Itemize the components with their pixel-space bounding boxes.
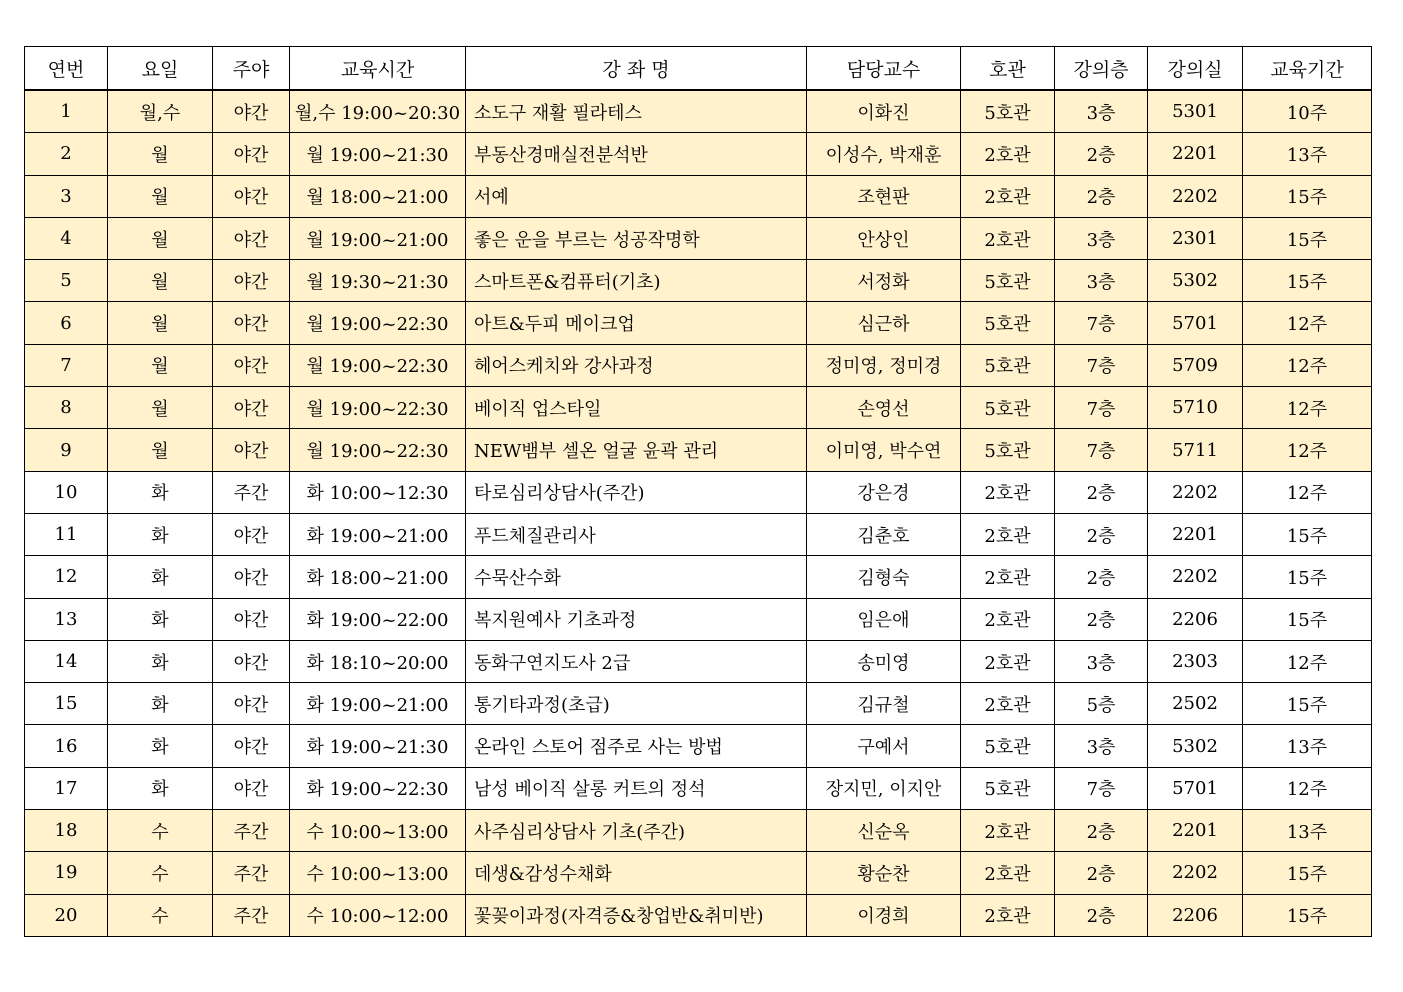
row-room: 5710 <box>1148 387 1243 429</box>
table-row <box>25 90 1372 133</box>
row-course: 통기타과정(초급) <box>466 683 807 725</box>
row-shift: 야간 <box>213 260 290 302</box>
row-day: 월 <box>108 133 213 175</box>
row-day: 화 <box>108 513 213 555</box>
row-floor: 3층 <box>1055 640 1148 682</box>
row-shift: 야간 <box>213 90 290 133</box>
table-header <box>25 47 1372 91</box>
row-instructor: 신순옥 <box>807 810 961 852</box>
row-day: 화 <box>108 683 213 725</box>
row-period: 12주 <box>1243 767 1372 809</box>
row-day: 월 <box>108 217 213 259</box>
row-period: 12주 <box>1243 387 1372 429</box>
table-row <box>25 725 1372 767</box>
row-time: 화 19:00~21:30 <box>290 725 466 767</box>
header-floor: 강의층 <box>1055 47 1148 91</box>
row-day: 화 <box>108 598 213 640</box>
row-no: 11 <box>25 513 108 555</box>
row-shift: 야간 <box>213 302 290 344</box>
row-building: 5호관 <box>961 344 1055 386</box>
row-day: 월 <box>108 175 213 217</box>
row-shift: 주간 <box>213 852 290 894</box>
row-floor: 7층 <box>1055 767 1148 809</box>
table-row <box>25 894 1372 936</box>
row-course: 온라인 스토어 점주로 사는 방법 <box>466 725 807 767</box>
row-period: 15주 <box>1243 260 1372 302</box>
row-instructor: 김춘호 <box>807 513 961 555</box>
row-day: 월 <box>108 302 213 344</box>
row-building: 5호관 <box>961 429 1055 471</box>
row-room: 2201 <box>1148 810 1243 852</box>
row-no: 15 <box>25 683 108 725</box>
row-building: 2호관 <box>961 175 1055 217</box>
row-time: 월 19:00~22:30 <box>290 302 466 344</box>
row-shift: 야간 <box>213 175 290 217</box>
row-time: 화 18:10~20:00 <box>290 640 466 682</box>
row-period: 15주 <box>1243 217 1372 259</box>
table-row <box>25 387 1372 429</box>
row-room: 2303 <box>1148 640 1243 682</box>
row-shift: 야간 <box>213 556 290 598</box>
row-floor: 7층 <box>1055 344 1148 386</box>
row-time: 수 10:00~12:00 <box>290 894 466 936</box>
row-building: 5호관 <box>961 387 1055 429</box>
table-body <box>25 90 1372 936</box>
row-course: 동화구연지도사 2급 <box>466 640 807 682</box>
row-instructor: 안상인 <box>807 217 961 259</box>
row-floor: 2층 <box>1055 852 1148 894</box>
row-building: 5호관 <box>961 725 1055 767</box>
row-floor: 3층 <box>1055 90 1148 133</box>
row-period: 15주 <box>1243 513 1372 555</box>
row-time: 화 19:00~22:00 <box>290 598 466 640</box>
row-course: 부동산경매실전분석반 <box>466 133 807 175</box>
row-time: 화 18:00~21:00 <box>290 556 466 598</box>
row-period: 12주 <box>1243 471 1372 513</box>
row-building: 2호관 <box>961 640 1055 682</box>
row-period: 12주 <box>1243 344 1372 386</box>
row-no: 7 <box>25 344 108 386</box>
row-no: 2 <box>25 133 108 175</box>
row-room: 5701 <box>1148 767 1243 809</box>
row-course: 타로심리상담사(주간) <box>466 471 807 513</box>
row-course: 스마트폰&컴퓨터(기초) <box>466 260 807 302</box>
row-period: 15주 <box>1243 556 1372 598</box>
row-floor: 2층 <box>1055 598 1148 640</box>
row-shift: 야간 <box>213 133 290 175</box>
row-instructor: 이성수, 박재훈 <box>807 133 961 175</box>
row-time: 월 19:00~22:30 <box>290 387 466 429</box>
row-day: 수 <box>108 852 213 894</box>
row-building: 5호관 <box>961 260 1055 302</box>
row-course: NEW뱀부 셀온 얼굴 윤곽 관리 <box>466 429 807 471</box>
row-room: 5701 <box>1148 302 1243 344</box>
row-building: 2호관 <box>961 471 1055 513</box>
row-floor: 3층 <box>1055 260 1148 302</box>
row-building: 2호관 <box>961 513 1055 555</box>
row-room: 2202 <box>1148 471 1243 513</box>
row-period: 15주 <box>1243 894 1372 936</box>
row-period: 15주 <box>1243 683 1372 725</box>
row-shift: 야간 <box>213 387 290 429</box>
table-row <box>25 513 1372 555</box>
row-course: 꽃꽂이과정(자격증&창업반&취미반) <box>466 894 807 936</box>
header-time: 교육시간 <box>290 47 466 91</box>
row-instructor: 이화진 <box>807 90 961 133</box>
row-instructor: 정미영, 정미경 <box>807 344 961 386</box>
row-course: 남성 베이직 살롱 커트의 정석 <box>466 767 807 809</box>
row-instructor: 서정화 <box>807 260 961 302</box>
row-building: 2호관 <box>961 133 1055 175</box>
header-course: 강 좌 명 <box>466 47 807 91</box>
row-no: 16 <box>25 725 108 767</box>
table-row <box>25 302 1372 344</box>
row-period: 13주 <box>1243 810 1372 852</box>
row-room: 2202 <box>1148 852 1243 894</box>
row-shift: 야간 <box>213 767 290 809</box>
row-time: 화 19:00~21:00 <box>290 683 466 725</box>
row-room: 2201 <box>1148 133 1243 175</box>
header-no: 연번 <box>25 47 108 91</box>
row-no: 19 <box>25 852 108 894</box>
table-row <box>25 598 1372 640</box>
header-building: 호관 <box>961 47 1055 91</box>
row-period: 13주 <box>1243 725 1372 767</box>
row-time: 월 19:00~21:00 <box>290 217 466 259</box>
row-instructor: 김규철 <box>807 683 961 725</box>
header-day: 요일 <box>108 47 213 91</box>
table-row <box>25 683 1372 725</box>
row-shift: 주간 <box>213 471 290 513</box>
row-no: 4 <box>25 217 108 259</box>
row-room: 5302 <box>1148 725 1243 767</box>
row-time: 화 19:00~22:30 <box>290 767 466 809</box>
header-room: 강의실 <box>1148 47 1243 91</box>
row-period: 15주 <box>1243 852 1372 894</box>
row-room: 5711 <box>1148 429 1243 471</box>
row-instructor: 구예서 <box>807 725 961 767</box>
row-building: 2호관 <box>961 810 1055 852</box>
row-instructor: 송미영 <box>807 640 961 682</box>
row-time: 월 19:00~22:30 <box>290 344 466 386</box>
table-row <box>25 556 1372 598</box>
row-time: 월 19:00~21:30 <box>290 133 466 175</box>
row-no: 14 <box>25 640 108 682</box>
row-shift: 야간 <box>213 429 290 471</box>
row-time: 수 10:00~13:00 <box>290 852 466 894</box>
row-instructor: 손영선 <box>807 387 961 429</box>
row-period: 15주 <box>1243 598 1372 640</box>
row-time: 월 18:00~21:00 <box>290 175 466 217</box>
row-building: 5호관 <box>961 767 1055 809</box>
row-shift: 야간 <box>213 217 290 259</box>
row-time: 수 10:00~13:00 <box>290 810 466 852</box>
row-day: 월 <box>108 344 213 386</box>
row-room: 2202 <box>1148 556 1243 598</box>
row-course: 푸드체질관리사 <box>466 513 807 555</box>
row-course: 복지원예사 기초과정 <box>466 598 807 640</box>
row-shift: 주간 <box>213 894 290 936</box>
row-day: 월,수 <box>108 90 213 133</box>
row-day: 월 <box>108 429 213 471</box>
row-no: 9 <box>25 429 108 471</box>
row-floor: 2층 <box>1055 133 1148 175</box>
table-row <box>25 429 1372 471</box>
row-no: 12 <box>25 556 108 598</box>
row-time: 화 10:00~12:30 <box>290 471 466 513</box>
row-instructor: 조현판 <box>807 175 961 217</box>
row-building: 2호관 <box>961 598 1055 640</box>
row-room: 2201 <box>1148 513 1243 555</box>
table-row <box>25 471 1372 513</box>
row-floor: 7층 <box>1055 429 1148 471</box>
row-period: 12주 <box>1243 429 1372 471</box>
row-day: 월 <box>108 260 213 302</box>
row-no: 6 <box>25 302 108 344</box>
row-floor: 2층 <box>1055 513 1148 555</box>
row-time: 월 19:00~22:30 <box>290 429 466 471</box>
table-row <box>25 175 1372 217</box>
row-shift: 야간 <box>213 725 290 767</box>
row-room: 5709 <box>1148 344 1243 386</box>
row-period: 10주 <box>1243 90 1372 133</box>
row-time: 월 19:30~21:30 <box>290 260 466 302</box>
table-row <box>25 810 1372 852</box>
row-course: 좋은 운을 부르는 성공작명학 <box>466 217 807 259</box>
header-row <box>25 47 1372 91</box>
row-room: 2206 <box>1148 894 1243 936</box>
table-row <box>25 260 1372 302</box>
row-course: 베이직 업스타일 <box>466 387 807 429</box>
row-building: 2호관 <box>961 683 1055 725</box>
row-period: 12주 <box>1243 302 1372 344</box>
row-floor: 2층 <box>1055 556 1148 598</box>
row-course: 소도구 재활 필라테스 <box>466 90 807 133</box>
row-instructor: 임은애 <box>807 598 961 640</box>
row-floor: 7층 <box>1055 387 1148 429</box>
row-shift: 주간 <box>213 810 290 852</box>
row-room: 5301 <box>1148 90 1243 133</box>
row-building: 5호관 <box>961 90 1055 133</box>
table-row <box>25 640 1372 682</box>
row-shift: 야간 <box>213 344 290 386</box>
row-instructor: 심근하 <box>807 302 961 344</box>
row-period: 15주 <box>1243 175 1372 217</box>
row-shift: 야간 <box>213 598 290 640</box>
row-day: 화 <box>108 767 213 809</box>
row-floor: 7층 <box>1055 302 1148 344</box>
row-course: 사주심리상담사 기초(주간) <box>466 810 807 852</box>
row-day: 화 <box>108 640 213 682</box>
row-instructor: 김형숙 <box>807 556 961 598</box>
row-building: 2호관 <box>961 556 1055 598</box>
row-floor: 2층 <box>1055 175 1148 217</box>
row-room: 2206 <box>1148 598 1243 640</box>
row-shift: 야간 <box>213 683 290 725</box>
row-day: 화 <box>108 471 213 513</box>
header-shift: 주야 <box>213 47 290 91</box>
row-no: 20 <box>25 894 108 936</box>
row-instructor: 이경희 <box>807 894 961 936</box>
table-row <box>25 133 1372 175</box>
table-row <box>25 344 1372 386</box>
table-row <box>25 767 1372 809</box>
course-schedule-table <box>24 46 1372 937</box>
row-course: 데생&감성수채화 <box>466 852 807 894</box>
row-no: 1 <box>25 90 108 133</box>
row-period: 13주 <box>1243 133 1372 175</box>
row-no: 17 <box>25 767 108 809</box>
row-building: 2호관 <box>961 217 1055 259</box>
row-course: 헤어스케치와 강사과정 <box>466 344 807 386</box>
row-no: 3 <box>25 175 108 217</box>
row-no: 5 <box>25 260 108 302</box>
row-floor: 3층 <box>1055 725 1148 767</box>
row-shift: 야간 <box>213 513 290 555</box>
row-course: 서예 <box>466 175 807 217</box>
row-instructor: 장지민, 이지안 <box>807 767 961 809</box>
row-floor: 2층 <box>1055 810 1148 852</box>
row-day: 화 <box>108 725 213 767</box>
row-day: 수 <box>108 810 213 852</box>
table-row <box>25 217 1372 259</box>
row-period: 12주 <box>1243 640 1372 682</box>
row-room: 2202 <box>1148 175 1243 217</box>
row-room: 2301 <box>1148 217 1243 259</box>
row-room: 5302 <box>1148 260 1243 302</box>
header-instructor: 담당교수 <box>807 47 961 91</box>
row-time: 화 19:00~21:00 <box>290 513 466 555</box>
row-day: 월 <box>108 387 213 429</box>
row-course: 아트&두피 메이크업 <box>466 302 807 344</box>
row-instructor: 이미영, 박수연 <box>807 429 961 471</box>
row-day: 화 <box>108 556 213 598</box>
row-building: 5호관 <box>961 302 1055 344</box>
row-floor: 2층 <box>1055 894 1148 936</box>
row-instructor: 황순찬 <box>807 852 961 894</box>
row-no: 8 <box>25 387 108 429</box>
row-floor: 3층 <box>1055 217 1148 259</box>
row-no: 18 <box>25 810 108 852</box>
row-time: 월,수 19:00~20:30 <box>290 90 466 133</box>
row-building: 2호관 <box>961 894 1055 936</box>
row-no: 10 <box>25 471 108 513</box>
row-day: 수 <box>108 894 213 936</box>
row-floor: 5층 <box>1055 683 1148 725</box>
row-instructor: 강은경 <box>807 471 961 513</box>
row-no: 13 <box>25 598 108 640</box>
row-shift: 야간 <box>213 640 290 682</box>
row-building: 2호관 <box>961 852 1055 894</box>
row-room: 2502 <box>1148 683 1243 725</box>
header-period: 교육기간 <box>1243 47 1372 91</box>
row-course: 수묵산수화 <box>466 556 807 598</box>
table-row <box>25 852 1372 894</box>
row-floor: 2층 <box>1055 471 1148 513</box>
